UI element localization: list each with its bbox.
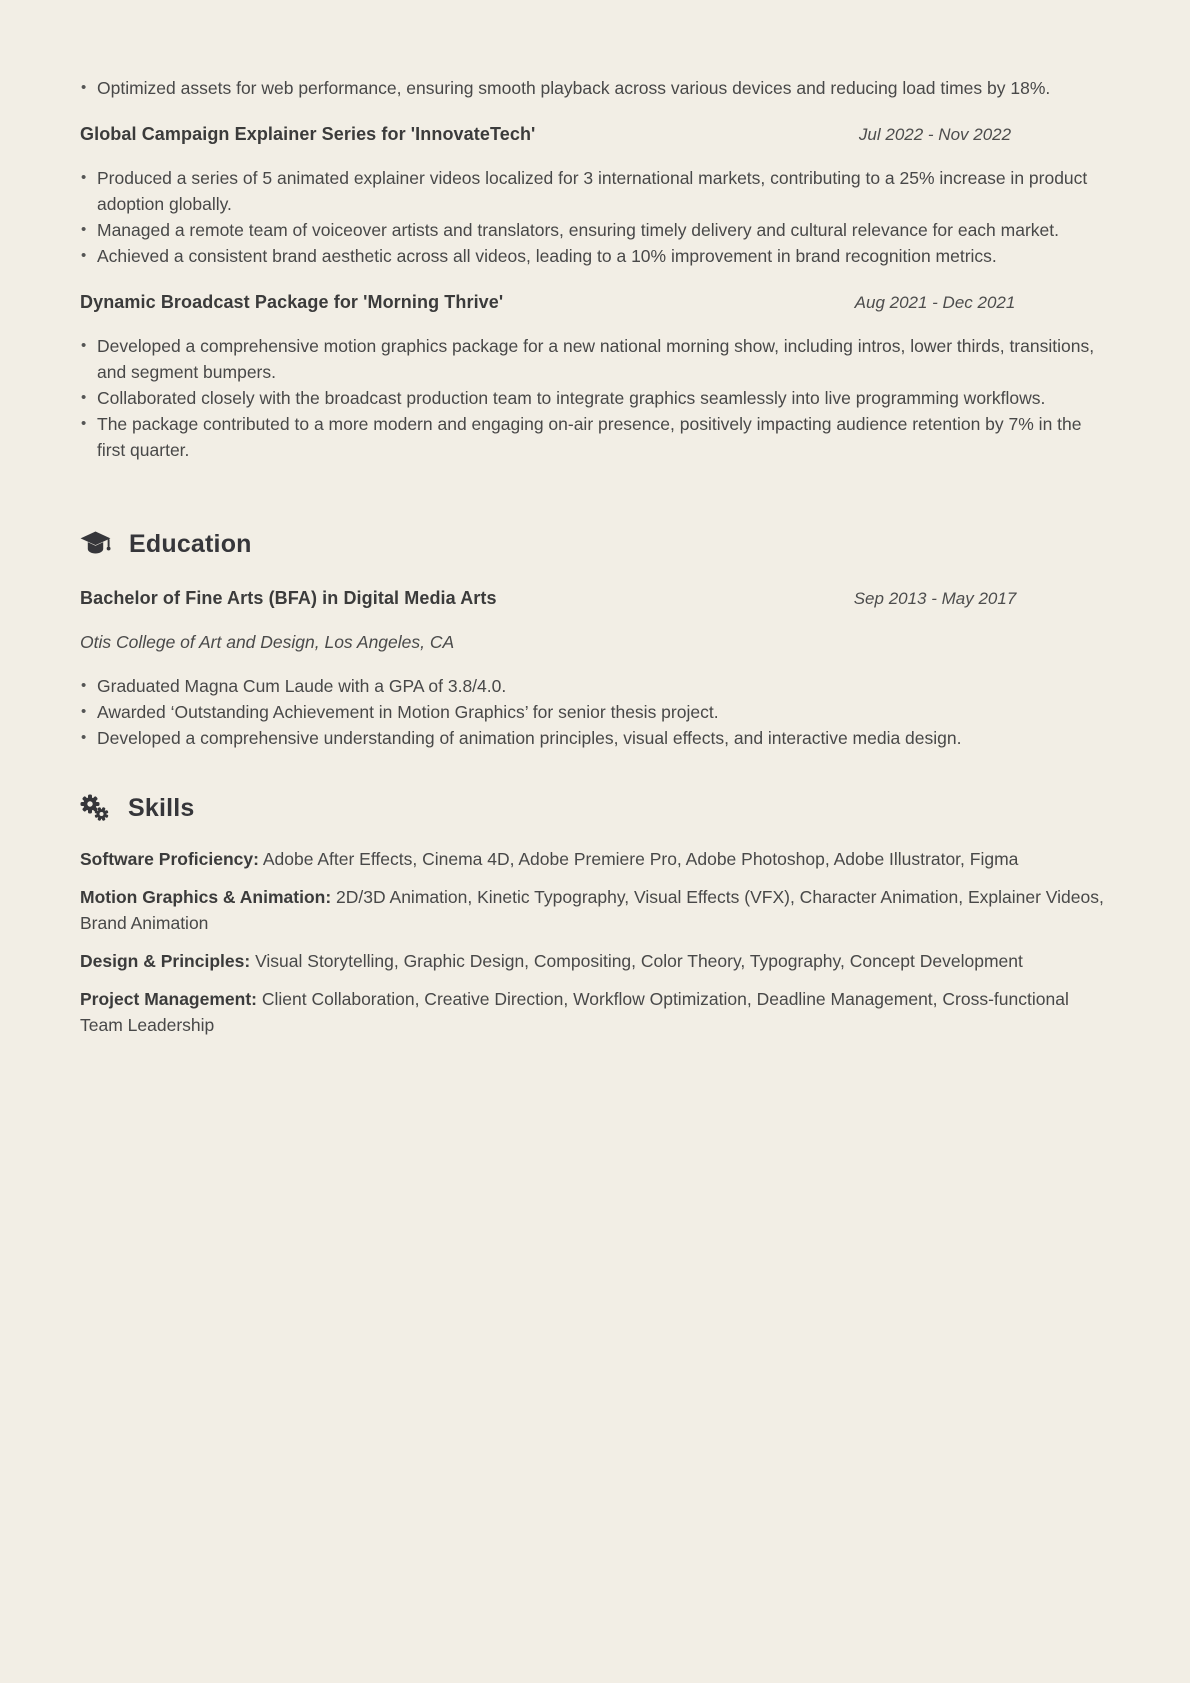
skill-category bbox=[80, 884, 1110, 936]
education-section-title: Education bbox=[129, 530, 252, 558]
skill-category bbox=[80, 986, 1110, 1038]
education-section bbox=[80, 527, 1110, 751]
experience-lead-bullets bbox=[80, 75, 1110, 101]
education-section-header bbox=[80, 527, 1110, 561]
skill-category-label: Project Management: bbox=[80, 989, 257, 1009]
entry-bullets bbox=[80, 165, 1110, 269]
experience-entry bbox=[80, 121, 1110, 269]
experience-bullet: • Optimized assets for web performance, ensuring smooth playback across various devices and reducing load times by 18%. bbox=[80, 75, 1110, 101]
experience-bullet: • Produced a series of 5 animated explainer videos localized for 3 international markets, contributing to a 25% increase in product adoption globally. bbox=[80, 165, 1110, 217]
skills-body bbox=[80, 846, 1110, 1038]
entry-header bbox=[80, 121, 1110, 148]
skill-category bbox=[80, 948, 1110, 974]
entry-header bbox=[80, 289, 1110, 316]
entry-title: Dynamic Broadcast Package for 'Morning Thrive' bbox=[80, 292, 504, 312]
skill-category-items: Visual Storytelling, Graphic Design, Compositing, Color Theory, Typography, Concept Development bbox=[255, 951, 1023, 971]
entry-dates: Jul 2022 - Nov 2022 bbox=[858, 125, 1012, 144]
entry-title: Global Campaign Explainer Series for 'InnovateTech' bbox=[80, 124, 536, 144]
skill-category-label: Design & Principles: bbox=[80, 951, 251, 971]
skill-category-items: 2D/3D Animation, Kinetic Typography, Visual Effects (VFX), Character Animation, Explainer Videos, Brand Animation bbox=[80, 887, 1104, 933]
education-bullet: • Graduated Magna Cum Laude with a GPA of 3.8/4.0. bbox=[80, 673, 1110, 699]
skill-category-items: Adobe After Effects, Cinema 4D, Adobe Premiere Pro, Adobe Photoshop, Adobe Illustrator, Figma bbox=[262, 849, 1019, 869]
skill-category-label: Motion Graphics & Animation: bbox=[80, 887, 332, 907]
degree-header bbox=[80, 585, 1110, 612]
school-name: Otis College of Art and Design, Los Angeles, CA bbox=[80, 632, 455, 652]
degree-title: Bachelor of Fine Arts (BFA) in Digital Media Arts bbox=[80, 588, 497, 608]
degree-dates: Sep 2013 - May 2017 bbox=[853, 589, 1017, 608]
skill-category bbox=[80, 846, 1110, 872]
skill-category-items: Client Collaboration, Creative Direction, Workflow Optimization, Deadline Management, Cross-functional Team Leadership bbox=[80, 989, 1069, 1035]
education-bullets bbox=[80, 673, 1110, 751]
skills-section-header bbox=[80, 791, 1110, 825]
experience-bullet: • Achieved a consistent brand aesthetic across all videos, leading to a 10% improvement in brand recognition metrics. bbox=[80, 243, 1110, 269]
experience-bullet: • The package contributed to a more modern and engaging on-air presence, positively impacting audience retention by 7% in the first quarter. bbox=[80, 411, 1110, 463]
skills-section-title: Skills bbox=[128, 794, 195, 822]
skill-category-label: Software Proficiency: bbox=[80, 849, 259, 869]
entry-dates: Aug 2021 - Dec 2021 bbox=[854, 293, 1016, 312]
gears-icon bbox=[80, 794, 110, 822]
education-bullet: • Awarded ‘Outstanding Achievement in Motion Graphics’ for senior thesis project. bbox=[80, 699, 1110, 725]
entry-bullets bbox=[80, 333, 1110, 463]
experience-bullet: • Managed a remote team of voiceover artists and translators, ensuring timely delivery and cultural relevance for each market. bbox=[80, 217, 1110, 243]
experience-bullet: • Developed a comprehensive motion graphics package for a new national morning show, including intros, lower thirds, transitions, and segment bumpers. bbox=[80, 333, 1110, 385]
graduation-cap-icon bbox=[80, 531, 111, 557]
experience-entry bbox=[80, 289, 1110, 463]
education-bullet: • Developed a comprehensive understanding of animation principles, visual effects, and interactive media design. bbox=[80, 725, 1110, 751]
experience-bullet: • Collaborated closely with the broadcast production team to integrate graphics seamlessly into live programming workflows. bbox=[80, 385, 1110, 411]
experience-section bbox=[80, 75, 1110, 463]
skills-section bbox=[80, 791, 1110, 1038]
